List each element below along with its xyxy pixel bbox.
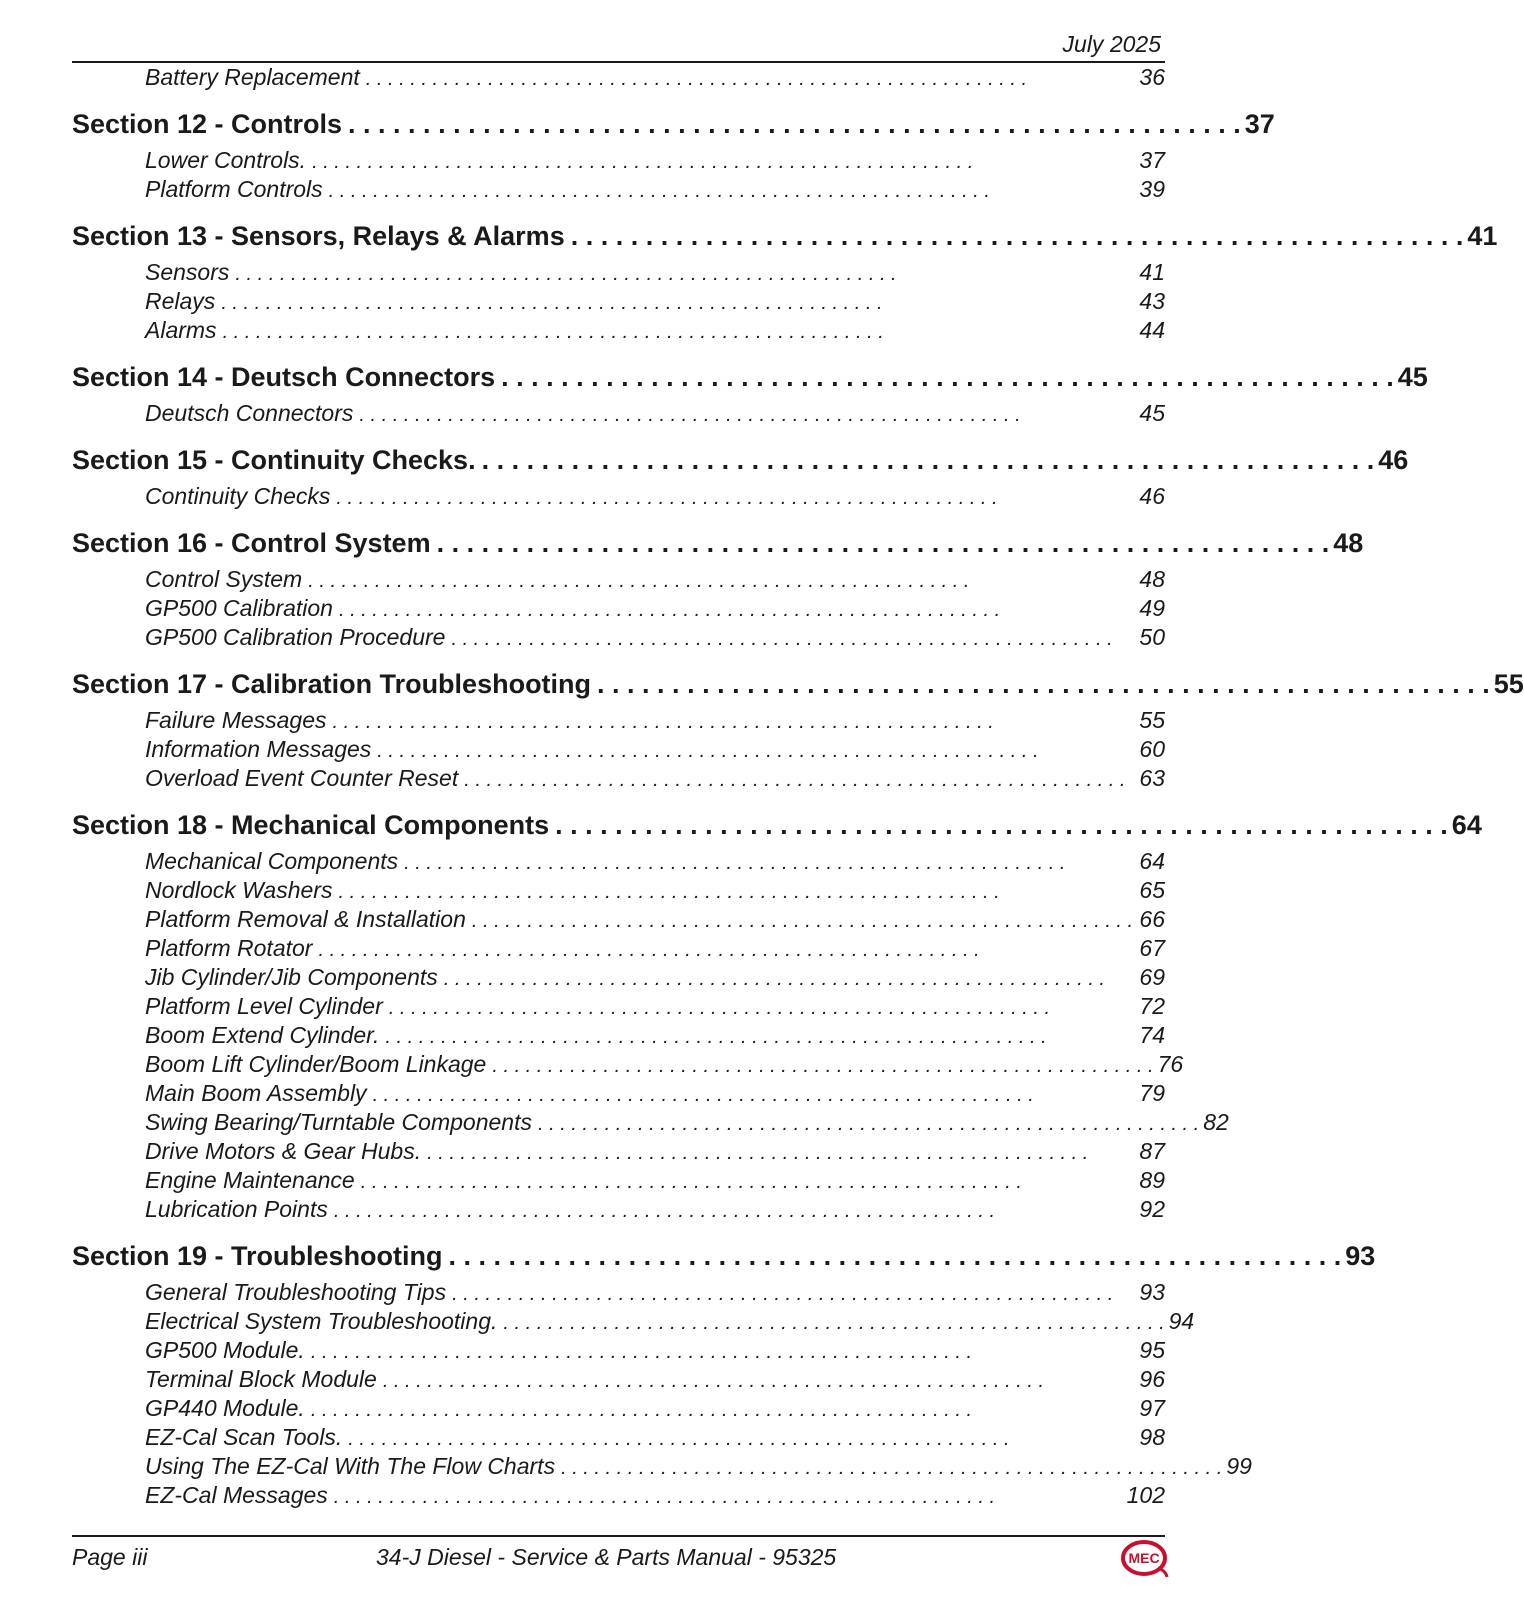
toc-entry-row[interactable] <box>72 566 1165 595</box>
toc-page-number: 99 <box>1226 1453 1252 1479</box>
toc-entry-title: Control System <box>145 566 303 592</box>
toc-page-number: 41 <box>1139 259 1165 285</box>
toc-entry-row[interactable] <box>72 1453 1252 1482</box>
toc-entry-title: Platform Level Cylinder <box>145 993 383 1019</box>
toc-page-number: 45 <box>1139 400 1165 426</box>
toc-section-row[interactable] <box>72 669 1524 707</box>
toc-entry-row[interactable] <box>72 1080 1165 1109</box>
toc-entry-title: Engine Maintenance <box>145 1167 355 1193</box>
toc-page-number: 43 <box>1139 288 1165 314</box>
dot-leader: . . . . . . . . . . . . . . . . . . . . . . . . . . . . . . . . . . . . . . . . . . . . . . . . . . . . . . . . . . . . <box>471 910 1134 932</box>
toc-page-number: 98 <box>1139 1424 1165 1450</box>
dot-leader: . . . . . . . . . . . . . . . . . . . . . . . . . . . . . . . . . . . . . . . . . . . . . . . . . . . . . . . . . . . . <box>359 404 1021 426</box>
toc-entry-title: Boom Extend Cylinder. <box>145 1022 380 1048</box>
dot-leader: . . . . . . . . . . . . . . . . . . . . . . . . . . . . . . . . . . . . . . . . . . . . . . . . . . . . . . . . . . . . <box>333 1200 996 1222</box>
toc-section-title: Section 18 - Mechanical Components <box>72 810 550 840</box>
toc-entry-title: Swing Bearing/Turntable Components <box>145 1109 532 1135</box>
toc-entry-row[interactable] <box>72 1482 1165 1511</box>
toc-entry-title: Drive Motors & Gear Hubs. <box>145 1138 422 1164</box>
toc-entry-title: GP440 Module. <box>145 1395 305 1421</box>
toc-page-number: 45 <box>1397 362 1428 392</box>
toc-entry-title: Relays <box>145 288 216 314</box>
dot-leader: . . . . . . . . . . . . . . . . . . . . . . . . . . . . . . . . . . . . . . . . . . . . . . . . . . . . . . . . . . . . <box>537 1113 1200 1135</box>
section-gap <box>72 653 1165 669</box>
toc-entry-title: GP500 Module. <box>145 1337 305 1363</box>
footer-page-number: Page iii <box>72 1544 148 1570</box>
dot-leader: . . . . . . . . . . . . . . . . . . . . . . . . . . . . . . . . . . . . . . . . . . . . . . . . . . . . . . . . . . . . <box>464 769 1126 791</box>
toc-page-number: 94 <box>1168 1308 1195 1334</box>
toc-entry-row[interactable] <box>72 400 1165 429</box>
toc-page-number: 74 <box>1139 1022 1165 1048</box>
toc-entry-row[interactable] <box>72 64 1165 93</box>
section-gap <box>72 93 1165 109</box>
dot-leader: . . . . . . . . . . . . . . . . . . . . . . . . . . . . . . . . . . . . . . . . . . . . . . . . . . . . . . . . . . . . <box>310 1399 973 1421</box>
toc-entry-title: Failure Messages <box>145 707 327 733</box>
toc-entry-title: Lubrication Points <box>145 1196 328 1222</box>
toc-page-number: 69 <box>1139 964 1165 990</box>
toc-section-row[interactable] <box>72 1241 1376 1279</box>
dot-leader: . . . . . . . . . . . . . . . . . . . . . . . . . . . . . . . . . . . . . . . . . . . . . . . . . . . . . . . . . . . . <box>388 997 1051 1019</box>
dot-leader: . . . . . . . . . . . . . . . . . . . . . . . . . . . . . . . . . . . . . . . . . . . . . . . . . . . . . . . . . . . . <box>492 1055 1154 1077</box>
toc-entry-title: Electrical System Troubleshooting. <box>145 1308 498 1334</box>
toc-entry-row[interactable] <box>72 317 1165 346</box>
toc-page-number: 76 <box>1157 1051 1184 1077</box>
footer-rule <box>72 1535 1165 1537</box>
toc-page-number: 96 <box>1139 1366 1165 1392</box>
dot-leader: . . . . . . . . . . . . . . . . . . . . . . . . . . . . . . . . . . . . . . . . . . . . . . . . . . . . . . . . . . . . <box>503 1312 1165 1334</box>
dot-leader: . . . . . . . . . . . . . . . . . . . . . . . . . . . . . . . . . . . . . . . . . . . . . . . . . . . . . . . . . . . . <box>481 445 1375 475</box>
toc-entry-title: Nordlock Washers <box>145 877 333 903</box>
toc-entry-row[interactable] <box>72 1366 1165 1395</box>
toc-page-number: 97 <box>1139 1395 1165 1421</box>
dot-leader: . . . . . . . . . . . . . . . . . . . . . . . . . . . . . . . . . . . . . . . . . . . . . . . . . . . . . . . . . . . . <box>372 1084 1034 1106</box>
toc-entry-row[interactable] <box>72 1167 1165 1196</box>
toc-entry-row[interactable] <box>72 1337 1165 1366</box>
toc-page-number: 55 <box>1493 669 1524 699</box>
dot-leader: . . . . . . . . . . . . . . . . . . . . . . . . . . . . . . . . . . . . . . . . . . . . . . . . . . . . . . . . . . . . <box>338 881 1000 903</box>
toc-section-row[interactable] <box>72 109 1275 147</box>
toc-entry-row[interactable] <box>72 483 1165 512</box>
dot-leader: . . . . . . . . . . . . . . . . . . . . . . . . . . . . . . . . . . . . . . . . . . . . . . . . . . . . . . . . . . . . <box>377 740 1039 762</box>
toc-entry-title: Boom Lift Cylinder/Boom Linkage <box>145 1051 487 1077</box>
toc-entry-row[interactable] <box>72 877 1165 906</box>
dot-leader: . . . . . . . . . . . . . . . . . . . . . . . . . . . . . . . . . . . . . . . . . . . . . . . . . . . . . . . . . . . . <box>221 292 883 314</box>
toc-entry-row[interactable] <box>72 1395 1165 1424</box>
toc-entry-title: EZ-Cal Messages <box>145 1482 328 1508</box>
toc-entry-title: Lower Controls. <box>145 147 307 173</box>
toc-page-number: 93 <box>1139 1279 1165 1305</box>
toc-entry-row[interactable] <box>72 1308 1195 1337</box>
toc-section-row[interactable] <box>72 528 1364 566</box>
toc-page-number: 46 <box>1378 445 1409 475</box>
table-of-contents <box>72 64 1524 1511</box>
toc-entry-title: Platform Removal & Installation <box>145 906 466 932</box>
dot-leader: . . . . . . . . . . . . . . . . . . . . . . . . . . . . . . . . . . . . . . . . . . . . . . . . . . . . . . . . . . . . <box>365 68 1028 90</box>
dot-leader: . . . . . . . . . . . . . . . . . . . . . . . . . . . . . . . . . . . . . . . . . . . . . . . . . . . . . . . . . . . . <box>382 1370 1045 1392</box>
section-gap <box>72 346 1165 362</box>
toc-section-row[interactable] <box>72 810 1482 848</box>
toc-page-number: 63 <box>1139 765 1165 791</box>
toc-entry-row[interactable] <box>72 707 1165 736</box>
dot-leader: . . . . . . . . . . . . . . . . . . . . . . . . . . . . . . . . . . . . . . . . . . . . . . . . . . . . . . . . . . . . <box>348 1428 1010 1450</box>
toc-page-number: 82 <box>1203 1109 1229 1135</box>
toc-entry-title: Battery Replacement <box>145 64 360 90</box>
dot-leader: . . . . . . . . . . . . . . . . . . . . . . . . . . . . . . . . . . . . . . . . . . . . . . . . . . . . . . . . . . . . <box>333 1486 996 1508</box>
footer-manual-title: 34-J Diesel - Service & Parts Manual - 95325 <box>376 1544 837 1570</box>
toc-page-number: 102 <box>1126 1482 1165 1508</box>
toc-entry-title: Mechanical Components <box>145 848 399 874</box>
toc-entry-row[interactable] <box>72 176 1165 205</box>
toc-section-row[interactable] <box>72 445 1409 483</box>
toc-entry-row[interactable] <box>72 1022 1165 1051</box>
toc-entry-row[interactable] <box>72 1138 1165 1167</box>
toc-page-number: 37 <box>1244 109 1275 139</box>
toc-entry-row[interactable] <box>72 595 1165 624</box>
logo-tail <box>1158 1568 1167 1577</box>
toc-entry-title: Overload Event Counter Reset <box>145 765 459 791</box>
dot-leader: . . . . . . . . . . . . . . . . . . . . . . . . . . . . . . . . . . . . . . . . . . . . . . . . . . . . . . . . . . . . <box>312 151 974 173</box>
dot-leader: . . . . . . . . . . . . . . . . . . . . . . . . . . . . . . . . . . . . . . . . . . . . . . . . . . . . . . . . . . . . <box>597 669 1490 699</box>
toc-entry-row[interactable] <box>72 1196 1165 1225</box>
toc-page-number: 36 <box>1139 64 1165 90</box>
toc-entry-row[interactable] <box>72 906 1165 935</box>
toc-section-title: Section 19 - Troubleshooting <box>72 1241 443 1271</box>
section-gap <box>72 429 1165 445</box>
toc-entry-row[interactable] <box>72 993 1165 1022</box>
section-gap <box>72 1225 1165 1241</box>
dot-leader: . . . . . . . . . . . . . . . . . . . . . . . . . . . . . . . . . . . . . . . . . . . . . . . . . . . . . . . . . . . . <box>404 852 1066 874</box>
dot-leader: . . . . . . . . . . . . . . . . . . . . . . . . . . . . . . . . . . . . . . . . . . . . . . . . . . . . . . . . . . . . <box>451 628 1113 650</box>
toc-entry-row[interactable] <box>72 288 1165 317</box>
toc-page-number: 64 <box>1139 848 1165 874</box>
dot-leader: . . . . . . . . . . . . . . . . . . . . . . . . . . . . . . . . . . . . . . . . . . . . . . . . . . . . . . . . . . . . <box>360 1171 1022 1193</box>
dot-leader: . . . . . . . . . . . . . . . . . . . . . . . . . . . . . . . . . . . . . . . . . . . . . . . . . . . . . . . . . . . . <box>561 1457 1223 1479</box>
toc-entry-row[interactable] <box>72 1279 1165 1308</box>
toc-page-number: 67 <box>1139 935 1165 961</box>
dot-leader: . . . . . . . . . . . . . . . . . . . . . . . . . . . . . . . . . . . . . . . . . . . . . . . . . . . . . . . . . . . . <box>328 180 990 202</box>
toc-section-title: Section 12 - Controls <box>72 109 343 139</box>
dot-leader: . . . . . . . . . . . . . . . . . . . . . . . . . . . . . . . . . . . . . . . . . . . . . . . . . . . . . . . . . . . . <box>308 570 970 592</box>
toc-entry-row[interactable] <box>72 935 1165 964</box>
toc-entry-title: Jib Cylinder/Jib Components <box>145 964 438 990</box>
toc-page-number: 64 <box>1451 810 1482 840</box>
toc-entry-row[interactable] <box>72 259 1165 288</box>
dot-leader: . . . . . . . . . . . . . . . . . . . . . . . . . . . . . . . . . . . . . . . . . . . . . . . . . . . . . . . . . . . . <box>336 487 998 509</box>
toc-page-number: 48 <box>1139 566 1165 592</box>
toc-entry-title: Sensors <box>145 259 230 285</box>
toc-page-number: 95 <box>1139 1337 1165 1363</box>
header-date: July 2025 <box>1062 31 1161 57</box>
mec-logo <box>1120 1538 1170 1578</box>
toc-entry-title: Alarms <box>145 317 217 343</box>
toc-section-row[interactable] <box>72 362 1428 400</box>
toc-entry-row[interactable] <box>72 765 1165 794</box>
toc-page-number: 65 <box>1139 877 1165 903</box>
toc-entry-row[interactable] <box>72 848 1165 877</box>
toc-section-title: Section 14 - Deutsch Connectors <box>72 362 496 392</box>
dot-leader: . . . . . . . . . . . . . . . . . . . . . . . . . . . . . . . . . . . . . . . . . . . . . . . . . . . . . . . . . . . . <box>385 1026 1047 1048</box>
dot-leader: . . . . . . . . . . . . . . . . . . . . . . . . . . . . . . . . . . . . . . . . . . . . . . . . . . . . . . . . . . . . <box>222 321 884 343</box>
toc-page-number: 60 <box>1139 736 1165 762</box>
dot-leader: . . . . . . . . . . . . . . . . . . . . . . . . . . . . . . . . . . . . . . . . . . . . . . . . . . . . . . . . . . . . <box>436 528 1330 558</box>
toc-entry-title: Using The EZ-Cal With The Flow Charts <box>145 1453 556 1479</box>
toc-page-number: 66 <box>1139 906 1165 932</box>
toc-entry-row[interactable] <box>72 1109 1229 1138</box>
toc-section-title: Section 15 - Continuity Checks. <box>72 445 476 475</box>
toc-page-number: 41 <box>1467 221 1498 251</box>
dot-leader: . . . . . . . . . . . . . . . . . . . . . . . . . . . . . . . . . . . . . . . . . . . . . . . . . . . . . . . . . . . . <box>555 810 1448 840</box>
dot-leader: . . . . . . . . . . . . . . . . . . . . . . . . . . . . . . . . . . . . . . . . . . . . . . . . . . . . . . . . . . . . <box>452 1283 1114 1305</box>
dot-leader: . . . . . . . . . . . . . . . . . . . . . . . . . . . . . . . . . . . . . . . . . . . . . . . . . . . . . . . . . . . . <box>310 1341 973 1363</box>
toc-page-number: 50 <box>1139 624 1165 650</box>
toc-entry-row[interactable] <box>72 624 1165 653</box>
dot-leader: . . . . . . . . . . . . . . . . . . . . . . . . . . . . . . . . . . . . . . . . . . . . . . . . . . . . . . . . . . . . <box>443 968 1105 990</box>
toc-entry-title: Platform Controls <box>145 176 323 202</box>
toc-entry-title: Main Boom Assembly <box>145 1080 367 1106</box>
toc-section-row[interactable] <box>72 221 1498 259</box>
toc-entry-title: Terminal Block Module <box>145 1366 377 1392</box>
toc-page-number: 89 <box>1139 1167 1165 1193</box>
toc-page-number: 72 <box>1139 993 1165 1019</box>
dot-leader: . . . . . . . . . . . . . . . . . . . . . . . . . . . . . . . . . . . . . . . . . . . . . . . . . . . . . . . . . . . . <box>318 939 980 961</box>
toc-section-title: Section 13 - Sensors, Relays & Alarms <box>72 221 565 251</box>
toc-section-title: Section 16 - Control System <box>72 528 431 558</box>
header-rule <box>72 61 1165 63</box>
toc-page-number: 93 <box>1345 1241 1376 1271</box>
toc-page-number: 46 <box>1139 483 1165 509</box>
toc-section-title: Section 17 - Calibration Troubleshooting <box>72 669 592 699</box>
dot-leader: . . . . . . . . . . . . . . . . . . . . . . . . . . . . . . . . . . . . . . . . . . . . . . . . . . . . . . . . . . . . <box>235 263 897 285</box>
dot-leader: . . . . . . . . . . . . . . . . . . . . . . . . . . . . . . . . . . . . . . . . . . . . . . . . . . . . . . . . . . . . <box>338 599 1001 621</box>
toc-page-number: 79 <box>1139 1080 1165 1106</box>
toc-entry-title: Platform Rotator <box>145 935 313 961</box>
toc-page-number: 55 <box>1139 707 1165 733</box>
toc-page-number: 44 <box>1139 317 1165 343</box>
section-gap <box>72 794 1165 810</box>
dot-leader: . . . . . . . . . . . . . . . . . . . . . . . . . . . . . . . . . . . . . . . . . . . . . . . . . . . . . . . . . . . . <box>427 1142 1089 1164</box>
toc-page-number: 87 <box>1139 1138 1165 1164</box>
dot-leader: . . . . . . . . . . . . . . . . . . . . . . . . . . . . . . . . . . . . . . . . . . . . . . . . . . . . . . . . . . . . <box>448 1241 1342 1271</box>
section-gap <box>72 205 1165 221</box>
toc-page-number: 49 <box>1139 595 1165 621</box>
toc-entry-title: Deutsch Connectors <box>145 400 354 426</box>
dot-leader: . . . . . . . . . . . . . . . . . . . . . . . . . . . . . . . . . . . . . . . . . . . . . . . . . . . . . . . . . . . . <box>332 711 994 733</box>
toc-page-number: 39 <box>1139 176 1165 202</box>
logo-text: MEC <box>1128 1550 1160 1566</box>
toc-page-number: 92 <box>1139 1196 1165 1222</box>
toc-entry-row[interactable] <box>72 736 1165 765</box>
toc-page-number: 48 <box>1333 528 1364 558</box>
toc-page-number: 37 <box>1139 147 1165 173</box>
toc-entry-title: General Troubleshooting Tips <box>145 1279 447 1305</box>
dot-leader: . . . . . . . . . . . . . . . . . . . . . . . . . . . . . . . . . . . . . . . . . . . . . . . . . . . . . . . . . . . . <box>570 221 1464 251</box>
toc-entry-row[interactable] <box>72 1424 1165 1453</box>
toc-entry-row[interactable] <box>72 147 1165 176</box>
toc-entry-row[interactable] <box>72 964 1165 993</box>
dot-leader: . . . . . . . . . . . . . . . . . . . . . . . . . . . . . . . . . . . . . . . . . . . . . . . . . . . . . . . . . . . . <box>348 109 1241 139</box>
section-gap <box>72 512 1165 528</box>
toc-entry-title: GP500 Calibration <box>145 595 333 621</box>
toc-entry-title: EZ-Cal Scan Tools. <box>145 1424 343 1450</box>
dot-leader: . . . . . . . . . . . . . . . . . . . . . . . . . . . . . . . . . . . . . . . . . . . . . . . . . . . . . . . . . . . . <box>501 362 1394 392</box>
toc-entry-title: Information Messages <box>145 736 372 762</box>
toc-entry-title: Continuity Checks <box>145 483 331 509</box>
toc-entry-title: GP500 Calibration Procedure <box>145 624 446 650</box>
toc-entry-row[interactable] <box>72 1051 1184 1080</box>
